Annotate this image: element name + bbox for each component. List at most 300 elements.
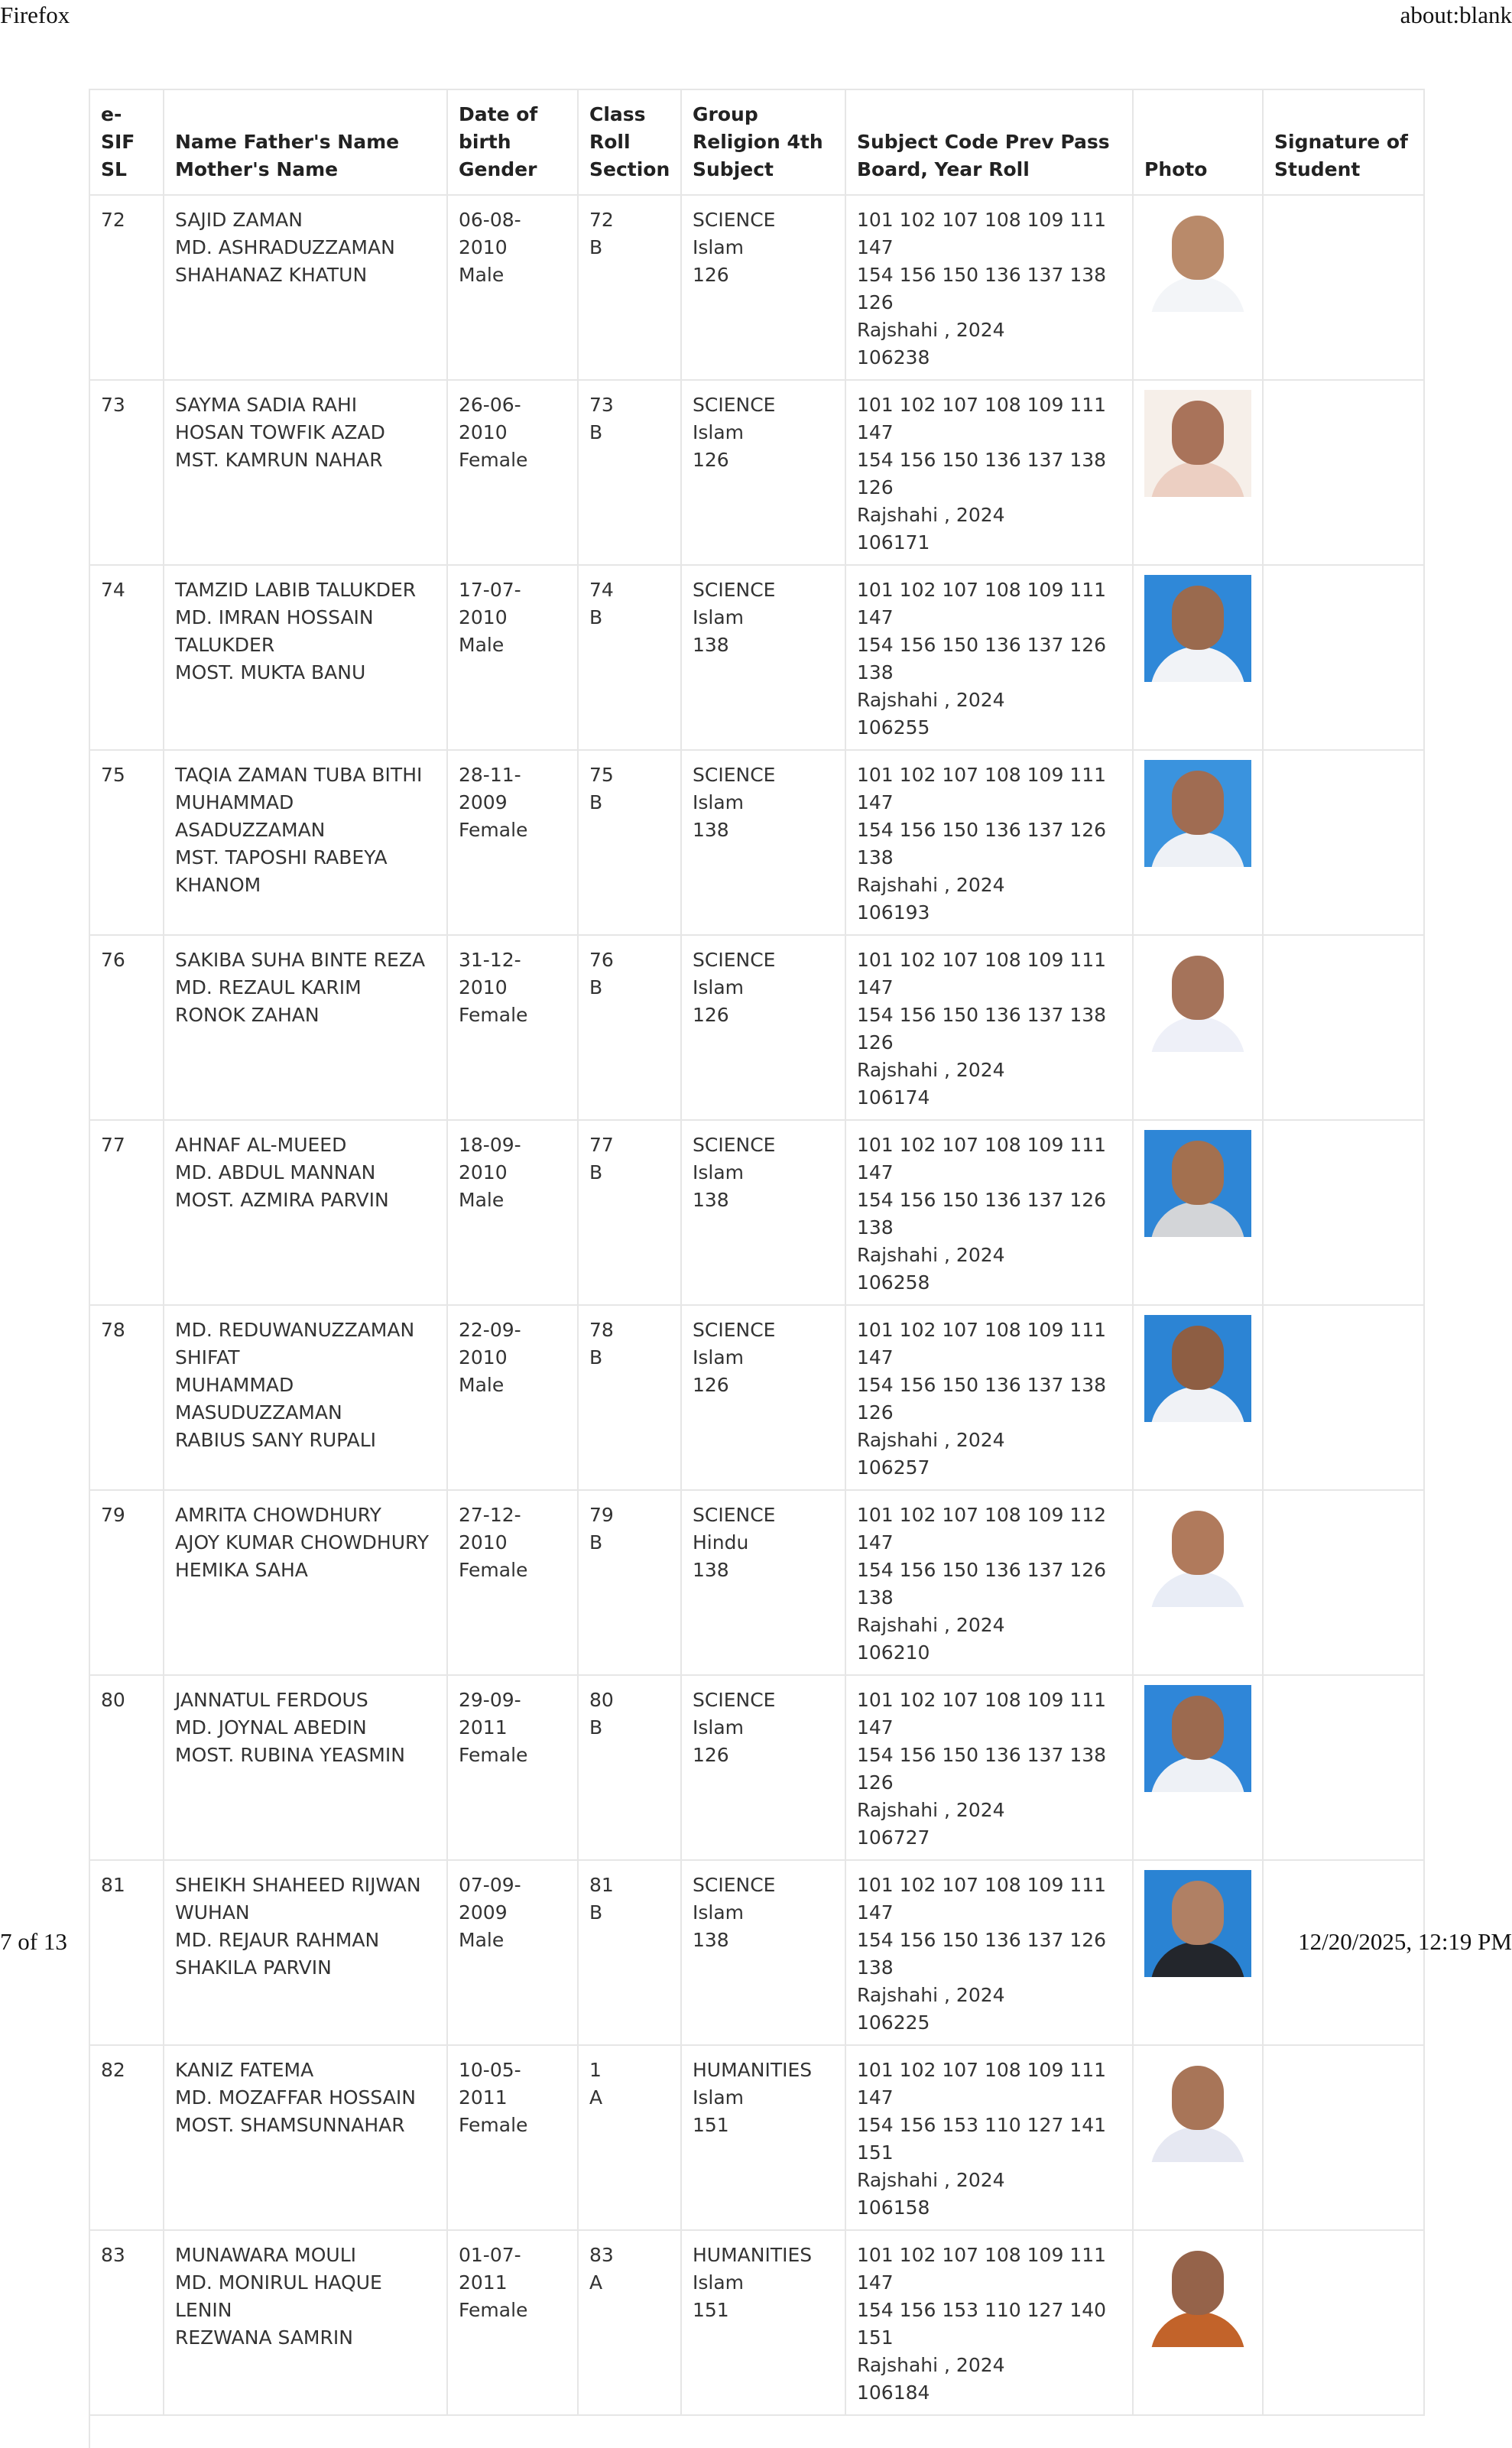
table-body: [89, 195, 1424, 2415]
sl-cell: 74: [89, 565, 164, 750]
student-photo: [1144, 1685, 1251, 1792]
table-row: [89, 750, 1424, 935]
group-religion-cell: [681, 1675, 845, 1860]
subject-code-cell-line: Rajshahi , 2024: [857, 319, 1005, 341]
photo-shoulders: [1150, 277, 1245, 312]
group-religion-cell-line: SCIENCE: [693, 1134, 776, 1156]
header-roll: [578, 89, 681, 195]
group-religion-cell: [681, 1860, 845, 2045]
subject-code-cell-line: 106238: [857, 346, 930, 368]
name-cell: [164, 1860, 447, 2045]
signature-cell: [1263, 2230, 1424, 2415]
group-religion-cell-line: 126: [693, 449, 729, 471]
dob-gender-cell-line: Female: [459, 819, 528, 841]
photo-face: [1172, 1511, 1224, 1575]
student-photo: [1144, 1130, 1251, 1237]
dob-gender-cell-line: Male: [459, 1189, 505, 1211]
subject-code-cell-line: 154 156 150 136 137 138 126: [857, 1374, 1107, 1424]
name-cell-line: SAYMA SADIA RAHI: [175, 394, 358, 416]
name-cell-line: SHAKILA PARVIN: [175, 1956, 332, 1979]
table-row: [89, 2045, 1424, 2230]
subject-code-cell-line: 106257: [857, 1456, 930, 1479]
subject-code-cell: [845, 380, 1133, 565]
table-header-row: [89, 89, 1424, 195]
group-religion-cell: [681, 380, 845, 565]
dob-gender-cell: [447, 565, 578, 750]
header-photo: Photo: [1133, 89, 1263, 195]
name-cell-line: MD. REDUWANUZZAMAN: [175, 1319, 415, 1341]
subject-code-cell-line: Rajshahi , 2024: [857, 874, 1005, 896]
group-religion-cell-line: SCIENCE: [693, 1689, 776, 1711]
group-religion-cell-line: 151: [693, 2299, 729, 2321]
name-cell: [164, 1305, 447, 1490]
group-religion-cell: [681, 2045, 845, 2230]
group-religion-cell: [681, 565, 845, 750]
group-religion-cell-line: 138: [693, 634, 729, 656]
roll-section-cell-line: 76: [589, 949, 614, 971]
group-religion-cell-line: SCIENCE: [693, 1504, 776, 1526]
subject-code-cell-line: 154 156 153 110 127 141 151: [857, 2114, 1107, 2164]
dob-gender-cell-line: Male: [459, 264, 505, 286]
dob-gender-cell-line: 28-11-2009: [459, 764, 521, 813]
subject-code-cell-line: 101 102 107 108 109 111 147: [857, 1134, 1107, 1183]
table-row: [89, 935, 1424, 1120]
student-photo: [1144, 2055, 1251, 2162]
group-religion-cell-line: 151: [693, 2114, 729, 2136]
photo-cell: [1133, 1120, 1263, 1305]
dob-gender-cell-line: 10-05-2011: [459, 2059, 521, 2109]
student-photo: [1144, 760, 1251, 867]
dob-gender-cell-line: Female: [459, 1559, 528, 1581]
name-cell-line: AMRITA CHOWDHURY: [175, 1504, 381, 1526]
subject-code-cell-line: 101 102 107 108 109 112 147: [857, 1504, 1107, 1554]
header-subject-line: Prev Pass Board, Year: [857, 131, 1110, 180]
signature-cell: [1263, 2045, 1424, 2230]
roll-section-cell: [578, 1675, 681, 1860]
dob-gender-cell-line: Male: [459, 1929, 505, 1951]
name-cell-line: RABIUS SANY RUPALI: [175, 1429, 377, 1451]
sl-cell: 79: [89, 1490, 164, 1675]
header-subject: [845, 89, 1133, 195]
roll-section-cell: [578, 2230, 681, 2415]
sl-cell: 72: [89, 195, 164, 380]
photo-cell: [1133, 195, 1263, 380]
photo-face: [1172, 1881, 1224, 1945]
dob-gender-cell-line: 07-09-2009: [459, 1874, 521, 1924]
group-religion-cell-line: Islam: [693, 421, 745, 443]
group-religion-cell: [681, 1490, 845, 1675]
roll-section-cell-line: 79: [589, 1504, 614, 1526]
name-cell-line: AJOY KUMAR CHOWDHURY: [175, 1531, 430, 1554]
header-dob-line: birth: [459, 131, 511, 153]
dob-gender-cell-line: Male: [459, 1374, 505, 1396]
roll-section-cell-line: 72: [589, 209, 614, 231]
name-cell-line: MASUDUZZAMAN: [175, 1401, 342, 1424]
photo-shoulders: [1150, 462, 1245, 497]
header-sl-line: e-SIF: [101, 103, 135, 153]
dob-gender-cell: [447, 935, 578, 1120]
dob-gender-cell-line: 31-12-2010: [459, 949, 521, 998]
roll-section-cell: [578, 1120, 681, 1305]
photo-face: [1172, 1696, 1224, 1760]
header-signature-line: Student: [1274, 158, 1361, 180]
subject-code-cell-line: 101 102 107 108 109 111 147: [857, 579, 1107, 628]
sl-cell: 77: [89, 1120, 164, 1305]
name-cell-line: TAQIA ZAMAN TUBA BITHI: [175, 764, 423, 786]
roll-section-cell-line: 83: [589, 2244, 614, 2266]
subject-code-cell-line: Rajshahi , 2024: [857, 689, 1005, 711]
group-religion-cell-line: 138: [693, 1929, 729, 1951]
student-photo: [1144, 945, 1251, 1052]
group-religion-cell-line: 138: [693, 819, 729, 841]
subject-code-cell-line: Rajshahi , 2024: [857, 1984, 1005, 2006]
table-row: [89, 565, 1424, 750]
header-signature-line: Signature of: [1274, 131, 1408, 153]
name-cell-line: MOST. RUBINA YEASMIN: [175, 1744, 405, 1766]
group-religion-cell-line: Islam: [693, 1901, 745, 1924]
subject-code-cell-line: 154 156 150 136 137 126 138: [857, 819, 1107, 868]
subject-code-cell-line: 101 102 107 108 109 111 147: [857, 2059, 1107, 2109]
subject-code-cell-line: 154 156 150 136 137 126 138: [857, 1929, 1107, 1979]
name-cell-line: SAJID ZAMAN: [175, 209, 303, 231]
photo-shoulders: [1150, 1572, 1245, 1607]
group-religion-cell-line: Islam: [693, 606, 745, 628]
subject-code-cell-line: 154 156 150 136 137 138 126: [857, 449, 1107, 498]
photo-cell: [1133, 2045, 1263, 2230]
name-cell-line: MD. REJAUR RAHMAN: [175, 1929, 380, 1951]
subject-code-cell-line: 106158: [857, 2196, 930, 2219]
subject-code-cell: [845, 1860, 1133, 2045]
photo-cell: [1133, 1490, 1263, 1675]
roll-section-cell-line: A: [589, 2271, 603, 2294]
table-row: [89, 380, 1424, 565]
photo-shoulders: [1150, 647, 1245, 682]
dob-gender-cell-line: 29-09-2011: [459, 1689, 521, 1739]
name-cell-line: WUHAN: [175, 1901, 250, 1924]
header-name-line: Father's Name: [243, 131, 400, 153]
roll-section-cell: [578, 2045, 681, 2230]
photo-face: [1172, 771, 1224, 835]
photo-shoulders: [1150, 2127, 1245, 2162]
roll-section-cell-line: B: [589, 1716, 603, 1739]
dob-gender-cell-line: Female: [459, 2114, 528, 2136]
header-group: [681, 89, 845, 195]
subject-code-cell: [845, 2230, 1133, 2415]
roll-section-cell-line: B: [589, 1346, 603, 1368]
subject-code-cell-line: 154 156 150 136 137 126 138: [857, 1189, 1107, 1239]
subject-code-cell-line: 106225: [857, 2011, 930, 2034]
photo-face: [1172, 956, 1224, 1020]
photo-cell: [1133, 565, 1263, 750]
subject-code-cell-line: Rajshahi , 2024: [857, 2169, 1005, 2191]
dob-gender-cell: [447, 2230, 578, 2415]
sl-cell: 81: [89, 1860, 164, 2045]
name-cell-line: REZWANA SAMRIN: [175, 2326, 353, 2349]
dob-gender-cell: [447, 1305, 578, 1490]
header-dob: [447, 89, 578, 195]
subject-code-cell-line: 101 102 107 108 109 111 147: [857, 209, 1107, 258]
name-cell-line: MUNAWARA MOULI: [175, 2244, 357, 2266]
group-religion-cell: [681, 2230, 845, 2415]
subject-code-cell-line: 106727: [857, 1826, 930, 1849]
header-sl: [89, 89, 164, 195]
dob-gender-cell: [447, 1860, 578, 2045]
group-religion-cell-line: Islam: [693, 236, 745, 258]
name-cell-line: TAMZID LABIB TALUKDER: [175, 579, 417, 601]
group-religion-cell: [681, 750, 845, 935]
group-religion-cell-line: SCIENCE: [693, 764, 776, 786]
subject-code-cell-line: 154 156 150 136 137 138 126: [857, 1004, 1107, 1054]
name-cell-line: KANIZ FATEMA: [175, 2059, 314, 2081]
group-religion-cell-line: SCIENCE: [693, 579, 776, 601]
table-row: [89, 1305, 1424, 1490]
subject-code-cell: [845, 565, 1133, 750]
sl-cell: 75: [89, 750, 164, 935]
browser-url: about:blank: [1400, 2, 1512, 28]
subject-code-cell-line: 101 102 107 108 109 111 147: [857, 949, 1107, 998]
photo-face: [1172, 401, 1224, 465]
name-cell-line: MUHAMMAD ASADUZZAMAN: [175, 791, 326, 841]
name-cell-line: MOST. AZMIRA PARVIN: [175, 1189, 389, 1211]
group-religion-cell-line: Islam: [693, 2086, 745, 2109]
header-signature: [1263, 89, 1424, 195]
dob-gender-cell: [447, 2045, 578, 2230]
subject-code-cell: [845, 1490, 1133, 1675]
roll-section-cell: [578, 195, 681, 380]
header-name: [164, 89, 447, 195]
dob-gender-cell: [447, 380, 578, 565]
subject-code-cell-line: 154 156 150 136 137 126 138: [857, 634, 1107, 683]
name-cell: [164, 195, 447, 380]
subject-code-cell-line: 106171: [857, 531, 930, 554]
dob-gender-cell-line: 17-07-2010: [459, 579, 521, 628]
group-religion-cell-line: HUMANITIES: [693, 2059, 813, 2081]
signature-cell: [1263, 380, 1424, 565]
name-cell-line: MD. REZAUL KARIM: [175, 976, 362, 998]
name-cell-line: SHAHANAZ KHATUN: [175, 264, 368, 286]
photo-face: [1172, 2066, 1224, 2130]
roll-section-cell: [578, 750, 681, 935]
photo-face: [1172, 1141, 1224, 1205]
header-roll-line: Roll: [589, 131, 631, 153]
dob-gender-cell-line: 26-06-2010: [459, 394, 521, 443]
signature-cell: [1263, 1120, 1424, 1305]
photo-face: [1172, 1326, 1224, 1390]
dob-gender-cell: [447, 1490, 578, 1675]
roll-section-cell-line: 74: [589, 579, 614, 601]
student-list-sheet: [89, 89, 1423, 2448]
name-cell-line: AHNAF AL-MUEED: [175, 1134, 347, 1156]
header-group-line: Group: [693, 103, 758, 125]
student-photo: [1144, 2240, 1251, 2347]
roll-section-cell: [578, 1860, 681, 2045]
name-cell-line: MD. JOYNAL ABEDIN: [175, 1716, 367, 1739]
roll-section-cell: [578, 1305, 681, 1490]
group-religion-cell-line: HUMANITIES: [693, 2244, 813, 2266]
subject-code-cell-line: 106174: [857, 1086, 930, 1109]
group-religion-cell-line: Hindu: [693, 1531, 749, 1554]
roll-section-cell-line: 77: [589, 1134, 614, 1156]
group-religion-cell-line: 138: [693, 1189, 729, 1211]
photo-cell: [1133, 1305, 1263, 1490]
signature-cell: [1263, 1675, 1424, 1860]
group-religion-cell-line: Islam: [693, 1716, 745, 1739]
subject-code-cell: [845, 1675, 1133, 1860]
dob-gender-cell-line: Female: [459, 1004, 528, 1026]
sl-cell: 83: [89, 2230, 164, 2415]
photo-shoulders: [1150, 1757, 1245, 1792]
table-continuation: [89, 2416, 1423, 2448]
signature-cell: [1263, 935, 1424, 1120]
photo-face: [1172, 586, 1224, 650]
name-cell-line: MD. ASHRADUZZAMAN: [175, 236, 395, 258]
group-religion-cell-line: 126: [693, 264, 729, 286]
name-cell: [164, 935, 447, 1120]
table-row: [89, 1675, 1424, 1860]
roll-section-cell-line: A: [589, 2086, 603, 2109]
group-religion-cell-line: SCIENCE: [693, 949, 776, 971]
name-cell: [164, 380, 447, 565]
subject-code-cell: [845, 195, 1133, 380]
name-cell-line: MST. TAPOSHI RABEYA: [175, 846, 388, 868]
subject-code-cell-line: 154 156 150 136 137 126 138: [857, 1559, 1107, 1609]
subject-code-cell-line: 154 156 150 136 137 138 126: [857, 264, 1107, 313]
photo-shoulders: [1150, 1942, 1245, 1977]
name-cell: [164, 1120, 447, 1305]
dob-gender-cell-line: Female: [459, 1744, 528, 1766]
dob-gender-cell: [447, 750, 578, 935]
group-religion-cell-line: SCIENCE: [693, 209, 776, 231]
signature-cell: [1263, 750, 1424, 935]
name-cell: [164, 2230, 447, 2415]
sl-cell: 73: [89, 380, 164, 565]
name-cell-line: RONOK ZAHAN: [175, 1004, 320, 1026]
group-religion-cell-line: Islam: [693, 1161, 745, 1183]
subject-code-cell: [845, 935, 1133, 1120]
signature-cell: [1263, 565, 1424, 750]
roll-section-cell-line: B: [589, 1531, 603, 1554]
header-roll-line: Section: [589, 158, 670, 180]
group-religion-cell-line: SCIENCE: [693, 394, 776, 416]
group-religion-cell-line: Islam: [693, 1346, 745, 1368]
table-row: [89, 1860, 1424, 2045]
roll-section-cell-line: 73: [589, 394, 614, 416]
name-cell-line: KHANOM: [175, 874, 261, 896]
roll-section-cell-line: B: [589, 1161, 603, 1183]
roll-section-cell-line: B: [589, 606, 603, 628]
subject-code-cell-line: 154 156 150 136 137 138 126: [857, 1744, 1107, 1794]
student-photo: [1144, 1500, 1251, 1607]
name-cell: [164, 565, 447, 750]
name-cell-line: HOSAN TOWFIK AZAD: [175, 421, 385, 443]
table-row: [89, 2230, 1424, 2415]
roll-section-cell: [578, 1490, 681, 1675]
roll-section-cell-line: 1: [589, 2059, 602, 2081]
subject-code-cell-line: 154 156 153 110 127 140 151: [857, 2299, 1107, 2349]
browser-app-name: Firefox: [0, 2, 70, 28]
group-religion-cell-line: 126: [693, 1374, 729, 1396]
student-photo: [1144, 205, 1251, 312]
photo-cell: [1133, 380, 1263, 565]
header-group-line: Religion: [693, 131, 780, 153]
header-name-line: Mother's Name: [175, 158, 339, 180]
name-cell-line: SHEIKH SHAHEED RIJWAN: [175, 1874, 421, 1896]
name-cell-line: MD. MONIRUL HAQUE LENIN: [175, 2271, 382, 2321]
page-counter: 7 of 13: [0, 1928, 67, 1955]
name-cell-line: MOST. MUKTA BANU: [175, 661, 366, 683]
subject-code-cell-line: Rajshahi , 2024: [857, 1799, 1005, 1821]
sl-cell: 78: [89, 1305, 164, 1490]
header-roll-line: Class: [589, 103, 646, 125]
subject-code-cell-line: Rajshahi , 2024: [857, 2354, 1005, 2376]
sl-cell: 76: [89, 935, 164, 1120]
roll-section-cell: [578, 935, 681, 1120]
photo-cell: [1133, 1675, 1263, 1860]
subject-code-cell-line: 106193: [857, 901, 930, 924]
dob-gender-cell-line: Female: [459, 449, 528, 471]
sl-cell: 82: [89, 2045, 164, 2230]
roll-section-cell-line: B: [589, 421, 603, 443]
group-religion-cell: [681, 195, 845, 380]
subject-code-cell-line: Rajshahi , 2024: [857, 1244, 1005, 1266]
subject-code-cell: [845, 2045, 1133, 2230]
group-religion-cell-line: Islam: [693, 2271, 745, 2294]
student-photo: [1144, 575, 1251, 682]
subject-code-cell: [845, 1120, 1133, 1305]
photo-face: [1172, 2251, 1224, 2315]
subject-code-cell-line: 101 102 107 108 109 111 147: [857, 1874, 1107, 1924]
dob-gender-cell: [447, 195, 578, 380]
subject-code-cell: [845, 1305, 1133, 1490]
name-cell-line: JANNATUL FERDOUS: [175, 1689, 368, 1711]
group-religion-cell-line: Islam: [693, 976, 745, 998]
group-religion-cell-line: SCIENCE: [693, 1319, 776, 1341]
name-cell-line: MOST. SHAMSUNNAHAR: [175, 2114, 405, 2136]
subject-code-cell-line: 101 102 107 108 109 111 147: [857, 394, 1107, 443]
subject-code-cell-line: 101 102 107 108 109 111 147: [857, 764, 1107, 813]
name-cell: [164, 1675, 447, 1860]
dob-gender-cell: [447, 1675, 578, 1860]
subject-code-cell-line: 106184: [857, 2381, 930, 2404]
subject-code-cell-line: 106255: [857, 716, 930, 739]
header-group-line: 4th Subject: [693, 131, 823, 180]
roll-section-cell-line: B: [589, 236, 603, 258]
group-religion-cell-line: Islam: [693, 791, 745, 813]
name-cell-line: MUHAMMAD: [175, 1374, 294, 1396]
photo-cell: [1133, 1860, 1263, 2045]
group-religion-cell-line: 138: [693, 1559, 729, 1581]
subject-code-cell-line: Rajshahi , 2024: [857, 1059, 1005, 1081]
subject-code-cell-line: Rajshahi , 2024: [857, 504, 1005, 526]
roll-section-cell: [578, 565, 681, 750]
dob-gender-cell-line: 27-12-2010: [459, 1504, 521, 1554]
group-religion-cell: [681, 1305, 845, 1490]
table-row: [89, 195, 1424, 380]
subject-code-cell-line: 106258: [857, 1271, 930, 1294]
name-cell-line: MD. MOZAFFAR HOSSAIN: [175, 2086, 416, 2109]
roll-section-cell-line: 81: [589, 1874, 614, 1896]
group-religion-cell: [681, 1120, 845, 1305]
subject-code-cell: [845, 750, 1133, 935]
subject-code-cell-line: 101 102 107 108 109 111 147: [857, 1319, 1107, 1368]
subject-code-cell-line: Rajshahi , 2024: [857, 1614, 1005, 1636]
header-subject-line: Subject Code: [857, 131, 999, 153]
dob-gender-cell: [447, 1120, 578, 1305]
name-cell: [164, 750, 447, 935]
signature-cell: [1263, 195, 1424, 380]
photo-cell: [1133, 935, 1263, 1120]
group-religion-cell-line: SCIENCE: [693, 1874, 776, 1896]
